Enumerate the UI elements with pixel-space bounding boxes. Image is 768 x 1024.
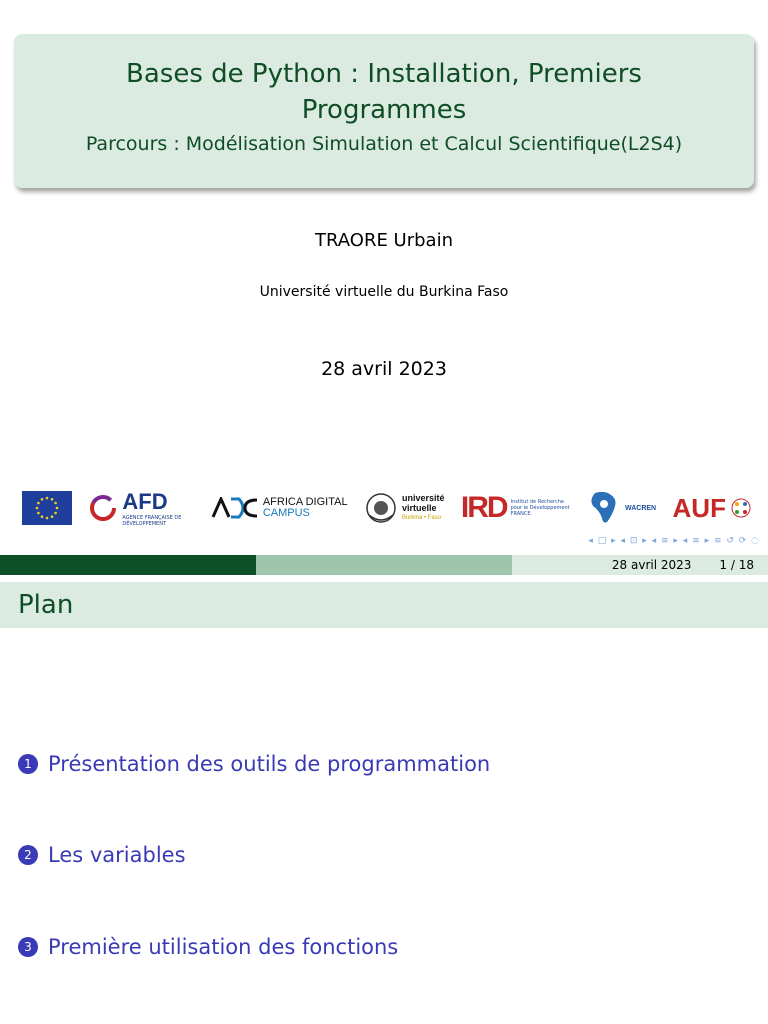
toc-item-3[interactable] xyxy=(18,935,398,959)
toc-number-badge: 2 xyxy=(18,845,38,865)
universite-virtuelle-logo: université virtuelle Burkina • Faso xyxy=(364,491,445,525)
africa-digital-campus-logo: AFRICA DIGITAL CAMPUS xyxy=(211,497,348,519)
auf-globe-icon xyxy=(730,497,752,519)
toc-number-badge: 1 xyxy=(18,754,38,774)
footer-segment-right xyxy=(512,555,768,575)
footer-segment-middle xyxy=(256,555,512,575)
africa-map-icon xyxy=(587,490,621,526)
institute-name: Université virtuelle du Burkina Faso xyxy=(259,284,509,300)
wacren-logo: WACREN xyxy=(587,490,656,526)
auf-logo: AUF xyxy=(673,493,752,524)
presentation-date: 28 avril 2023 xyxy=(321,358,447,380)
footer-page-number: 1 / 18 xyxy=(719,558,754,572)
author-name: TRAORE Urbain xyxy=(315,230,453,251)
presentation-subtitle: Parcours : Modélisation Simulation et Calcul Scientifique(L2S4) xyxy=(85,133,683,155)
slide-footer xyxy=(0,555,768,575)
footer-date: 28 avril 2023 xyxy=(611,558,692,572)
afd-ring-icon xyxy=(88,493,118,523)
toc-number-badge: 3 xyxy=(18,937,38,957)
toc-item-label: Première utilisation des fonctions xyxy=(48,935,399,959)
partner-logos xyxy=(22,484,752,532)
beamer-navigation-symbols[interactable]: ◂ □ ▸ ◂ ⊡ ▸ ◂ ≡ ▸ ◂ ≡ ▸ ≡ ↺ ⟳ ◌ xyxy=(588,536,760,546)
toc-item-1[interactable] xyxy=(18,752,490,776)
toc-item-label: Présentation des outils de programmation xyxy=(48,752,491,776)
frame-title: Plan xyxy=(0,582,768,628)
footer-segment-left xyxy=(0,555,256,575)
ird-logo: IRD Institut de Recherche pour le Développement FRANCE xyxy=(460,491,570,524)
emblem-icon xyxy=(364,491,398,525)
eu-flag-logo xyxy=(22,491,72,525)
presentation-title: Bases de Python : Installation, Premiers Programmes xyxy=(126,59,642,125)
toc-item-label: Les variables xyxy=(48,843,186,867)
afd-logo: AFD AGENCE FRANÇAISE DE DÉVELOPPEMENT xyxy=(88,489,194,527)
adc-mark-icon xyxy=(211,497,259,519)
toc-item-2[interactable] xyxy=(18,843,186,867)
title-block xyxy=(14,34,754,188)
